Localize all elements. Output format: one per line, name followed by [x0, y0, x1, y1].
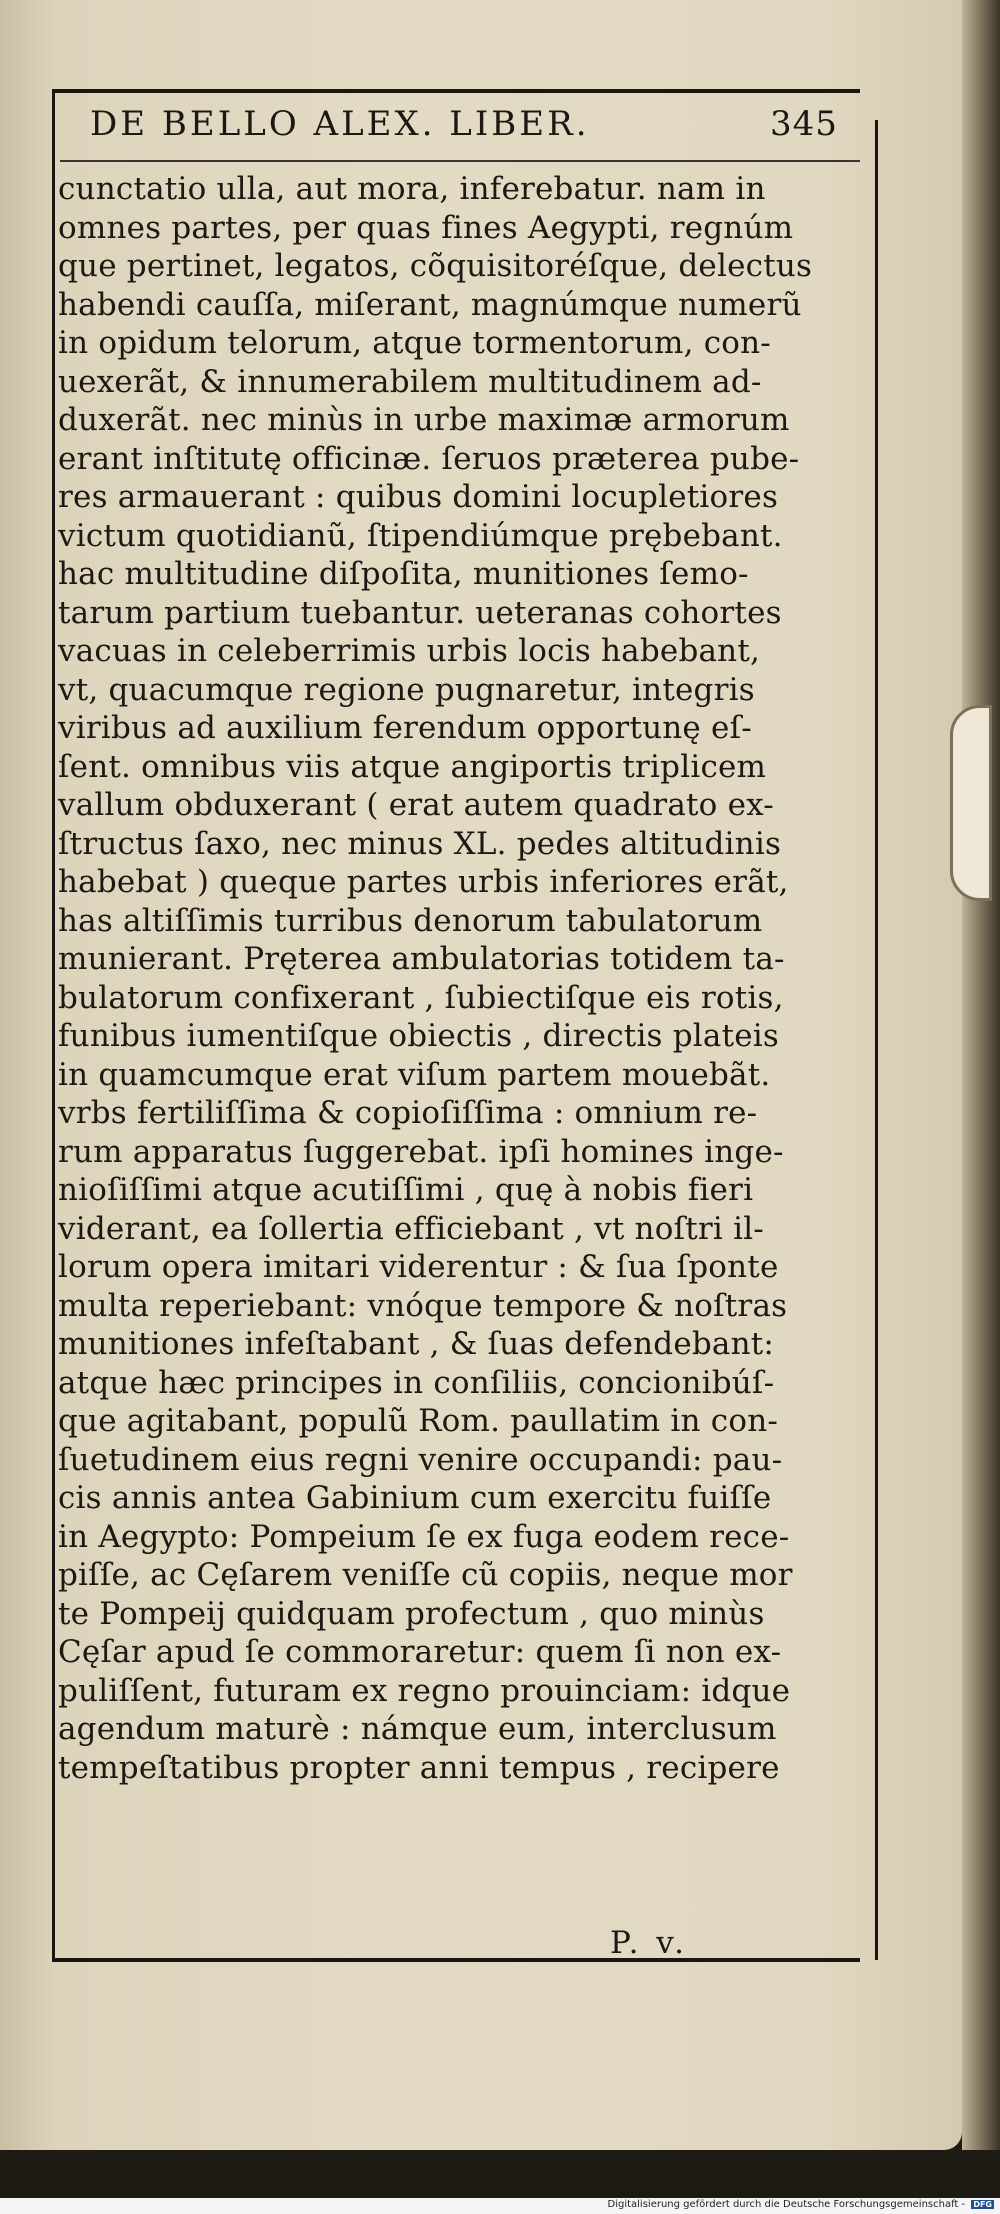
text-line: uexerãt, & innumerabilem multitudinem ad- [58, 363, 762, 400]
running-head [60, 100, 860, 152]
text-line: vacuas in celeberrimis urbis locis habebant, [58, 633, 761, 669]
text-line: nioſiſſimi atque acutiſſimi , quę à nobis fieri [58, 1172, 754, 1208]
text-line: piſſe, ac Cęſarem veniſſe cũ copiis, neque mor [58, 1557, 793, 1593]
credit-text: Digitalisierung gefördert durch die Deutsche Forschungsgemeinschaft - [607, 2199, 966, 2210]
text-line: viderant, ea ſollertia efficiebant , vt noſtri il- [58, 1210, 764, 1247]
text-line: tempeſtatibus propter anni tempus , recipere [58, 1749, 780, 1786]
text-line: hac multitudine diſpoſita, munitiones ſemo- [58, 556, 749, 592]
text-line: has altiſſimis turribus denorum tabulatorum [58, 902, 763, 939]
frame-top-rule [52, 89, 860, 93]
text-line: Cęſar apud ſe commoraretur: quem ſi non ex- [58, 1634, 782, 1670]
text-line: vt, quacumque regione pugnaretur, integris [58, 671, 755, 708]
dfg-logo: DFG [973, 2200, 992, 2209]
text-line: habebat ) queque partes urbis inferiores erãt, [58, 864, 789, 900]
text-line: in opidum telorum, atque tormentorum, con- [58, 325, 771, 361]
text-line: viribus ad auxilium ferendum opportunę eſ- [58, 710, 752, 746]
text-line: ſtructus ſaxo, nec minus XL. pedes altitudinis [58, 825, 782, 862]
text-line: cunctatio ulla, aut mora, inferebatur. nam in [58, 171, 766, 207]
text-line: que agitabant, populũ Rom. paullatim in con- [58, 1403, 779, 1439]
frame-bottom-rule [52, 1958, 860, 1962]
frame-left-rule [52, 89, 55, 1962]
text-line: vallum obduxerant ( erat autem quadrato ex- [58, 787, 774, 823]
text-line: in quamcumque erat viſum partem mouebãt. [58, 1056, 771, 1093]
text-line: atque hæc principes in conſiliis, concionibúſ- [58, 1364, 775, 1401]
text-line: res armauerant : quibus domini locupletiores [58, 479, 779, 515]
text-line: omnes partes, per quas fines Aegypti, regnúm [58, 209, 794, 246]
text-line: victum quotidianũ, ſtipendiúmque prębebant. [58, 517, 783, 554]
frame-right-rule [875, 120, 878, 1960]
page-edge [962, 0, 1000, 2150]
text-line: funibus iumentiſque obiectis , directis plateis [58, 1018, 779, 1054]
text-line: ſent. omnibus viis atque angiportis triplicem [58, 748, 767, 785]
text-line: lorum opera imitari viderentur : & ſua ſponte [58, 1249, 779, 1285]
text-line: munierant. Pręterea ambulatorias totidem ta- [58, 941, 785, 977]
text-line: que pertinet, legatos, cõquisitoréſque, delectus [58, 248, 813, 284]
text-line: erant inſtitutę officinæ. ſeruos præterea pube- [58, 440, 800, 477]
digitization-credit [608, 2199, 995, 2210]
text-line: te Pompeij quidquam profectum , quo minùs [58, 1595, 765, 1632]
text-line: tarum partium tuebantur. ueteranas cohortes [58, 594, 782, 631]
catchword: P. v. [610, 1925, 688, 1961]
text-line: habendi cauſſa, miſerant, magnúmque numerũ [58, 286, 802, 323]
text-line: munitiones infeſtabant , & ſuas defendebant: [58, 1326, 775, 1362]
text-line: bulatorum confixerant , ſubiectiſque eis rotis, [58, 979, 784, 1016]
text-line: in Aegypto: Pompeium ſe ex fuga eodem rece- [58, 1518, 790, 1555]
text-line: agendum maturè : námque eum, interclusum [58, 1711, 777, 1747]
text-line: cis annis antea Gabinium cum exercitu fuiſſe [58, 1480, 772, 1516]
page-tab [950, 705, 992, 901]
text-line: ſuetudinem eius regni venire occupandi: pau- [58, 1441, 783, 1478]
text-line: vrbs fertiliſſima & copioſiſſima : omnium re- [58, 1095, 758, 1131]
text-line: rum apparatus ſuggerebat. ipſi homines inge- [58, 1133, 784, 1170]
text-line: duxerãt. nec minùs in urbe maximæ armorum [58, 402, 790, 438]
text-line: multa reperiebant: vnóque tempore & noſtras [58, 1287, 788, 1324]
page-number: 345 [770, 104, 838, 144]
text-line: puliſſent, futuram ex regno prouinciam: idque [58, 1672, 791, 1709]
text-block [58, 170, 864, 1787]
running-head-title: DE BELLO ALEX. LIBER. [90, 104, 590, 144]
head-rule [60, 160, 860, 162]
